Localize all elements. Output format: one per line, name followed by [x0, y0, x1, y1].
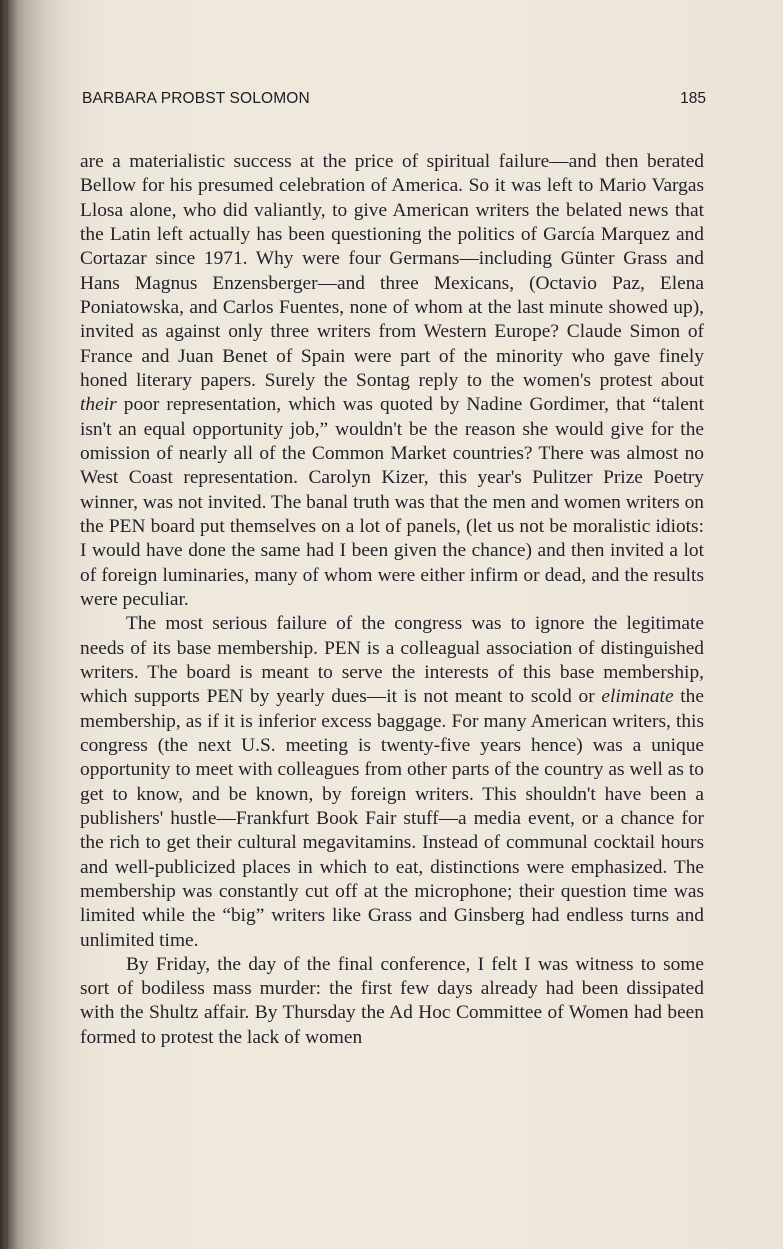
- paragraph-1-text-b: poor representation, which was quoted by Nadine Gordimer, that “talent isn't an equal opportunity job,” wouldn't be the reason she would give for the omission of nearly all of the Common Market countries? There was almost no West Coast representation. Carolyn Kizer, this year's Pulitzer Prize Poetry winner, was not invited. The banal truth was that the men and women writers on the PEN board put themselves on a lot of panels, (let us not be moralistic idiots: I would have done the same had I been given the chance) and then invited a lot of foreign luminaries, many of whom were either infirm or dead, and the results were peculiar.: [80, 394, 704, 610]
- paragraph-3-text: By Friday, the day of the final conference, I felt I was witness to some sort of bodiless mass murder: the first few days already had been dissipated with the Shultz affair. By Thursday the Ad Hoc Committee of Women had been formed to protest the lack of women: [80, 953, 704, 1048]
- paragraph-1-text-a: are a materialistic success at the price of spiritual failure—and then berated Bellow for his presumed celebration of America. So it was left to Mario Vargas Llosa alone, who did valiantly, to give American writers the belated news that the Latin left actually has been questioning the politics of García Marquez and Cortazar since 1971. Why were four Germans—including Günter Grass and Hans Magnus Enzensberger—and three Mexicans, (Octavio Paz, Elena Poniatowska, and Carlos Fuentes, none of whom at the last minute showed up), invited as against only three writers from Western Europe? Claude Simon of France and Juan Benet of Spain were part of the minority who gave finely honed literary papers. Surely the Sontag reply to the women's protest about: [80, 151, 704, 391]
- binding-shadow: [0, 0, 18, 1249]
- body-text: [80, 150, 704, 1050]
- running-header-author: BARBARA PROBST SOLOMON: [82, 90, 310, 107]
- binding-edge: [6, 0, 8, 1249]
- page-number: 185: [680, 90, 706, 107]
- running-header: [82, 90, 706, 112]
- paragraph-2-text-b: the membership, as if it is inferior excess baggage. For many American writers, this congress (the next U.S. meeting is twenty-five years hence) was a unique opportunity to meet with colleagues from other parts of the country as well as to get to know, and be known, by foreign writers. This shouldn't have been a publishers' hustle—Frankfurt Book Fair stuff—a media event, or a chance for the rich to get their cultural megavitamins. Instead of communal cocktail hours and well-publicized places in which to eat, distinctions were emphasized. The membership was constantly cut off at the microphone; their question time was limited while the “big” writers like Grass and Ginsberg had endless turns and unlimited time.: [80, 686, 704, 951]
- paragraph-1-italic: their: [80, 394, 117, 416]
- paragraph-2: [80, 612, 704, 953]
- paragraph-3: [80, 953, 704, 1050]
- paragraph-2-text-a: The most serious failure of the congress was to ignore the legitimate needs of its base membership. PEN is a colleagual association of distinguished writers. The board is meant to serve the interests of this base membership, which supports PEN by yearly dues—it is not meant to scold or: [80, 613, 704, 708]
- paragraph-2-italic: eliminate: [601, 686, 674, 708]
- paragraph-1: [80, 150, 704, 612]
